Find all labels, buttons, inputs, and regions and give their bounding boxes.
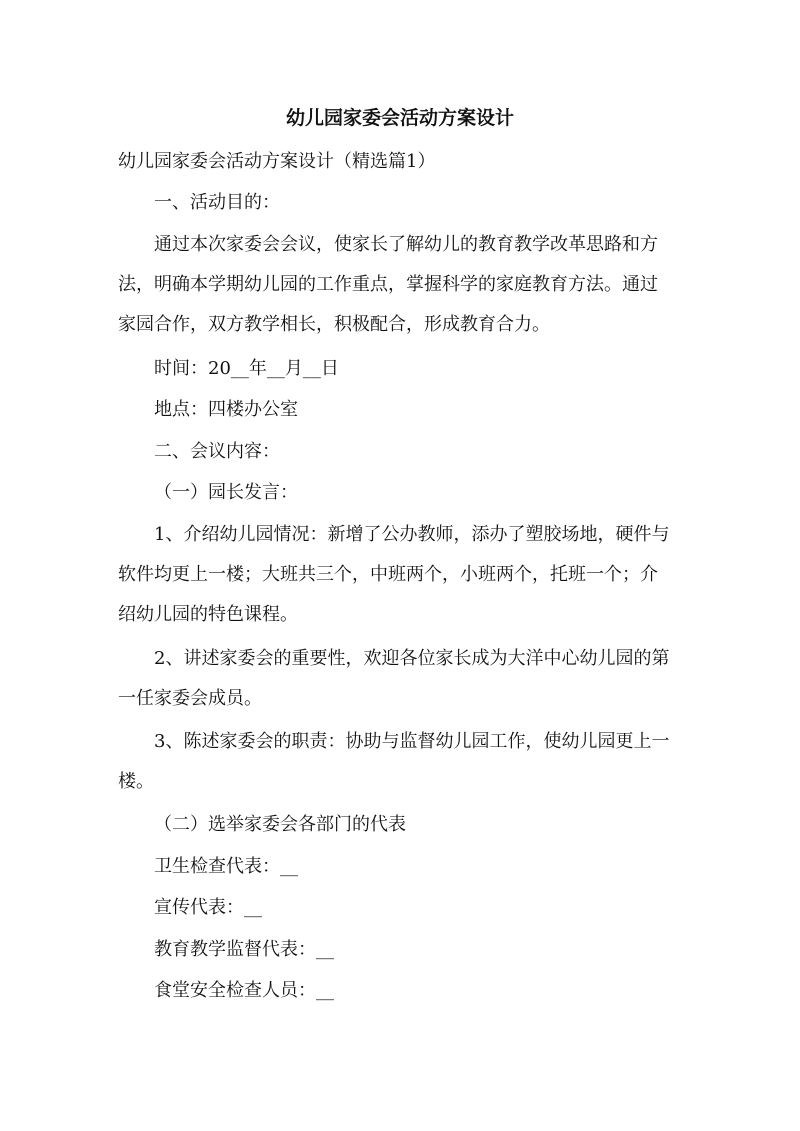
text-line: 通过本次家委会会议，使家长了解幼儿的教育教学改革思路和方: [154, 234, 658, 255]
rep-hygiene: 卫生检查代表：__: [154, 856, 298, 877]
rep-publicity: 宣传代表：__: [154, 897, 262, 918]
document-subtitle: 幼儿园家委会活动方案设计（精选篇1）: [118, 151, 436, 172]
paragraph-purpose: [118, 225, 685, 345]
part-heading-election: （二）选举家委会各部门的代表: [154, 814, 406, 835]
section-heading-content: 二、会议内容：: [154, 441, 280, 462]
document-title: 幼儿园家委会活动方案设计: [285, 107, 514, 129]
rep-education: 教育教学监督代表：__: [154, 939, 334, 960]
text-line: 家园合作，双方教学相长，积极配合，形成教育合力。: [118, 314, 550, 335]
text-line: 法，明确本学期幼儿园的工作重点，掌握科学的家庭教育方法。通过: [118, 274, 658, 295]
rep-canteen: 食堂安全检查人员：__: [154, 980, 334, 1001]
paragraph-item-2: [118, 639, 685, 719]
text-line: 3、陈述家委会的职责：协助与监督幼儿园工作，使幼儿园更上一: [154, 731, 670, 752]
meeting-time: 时间：20__年__月__日: [154, 358, 339, 379]
part-heading-principal-speech: （一）园长发言：: [154, 482, 298, 503]
text-line: 软件均更上一楼；大班共三个，中班两个，小班两个，托班一个；介: [118, 564, 658, 585]
text-line: 2、讲述家委会的重要性，欢迎各位家长成为大洋中心幼儿园的第: [154, 648, 670, 669]
text-line: 绍幼儿园的特色课程。: [118, 604, 298, 625]
meeting-location: 地点：四楼办公室: [154, 399, 298, 420]
paragraph-item-3: [118, 722, 685, 802]
paragraph-item-1: [118, 515, 685, 635]
text-line: 楼。: [118, 771, 154, 792]
text-line: 一任家委会成员。: [118, 688, 262, 709]
section-heading-purpose: 一、活动目的：: [154, 192, 280, 213]
text-line: 1、介绍幼儿园情况：新增了公办教师，添办了塑胶场地，硬件与: [154, 524, 670, 545]
